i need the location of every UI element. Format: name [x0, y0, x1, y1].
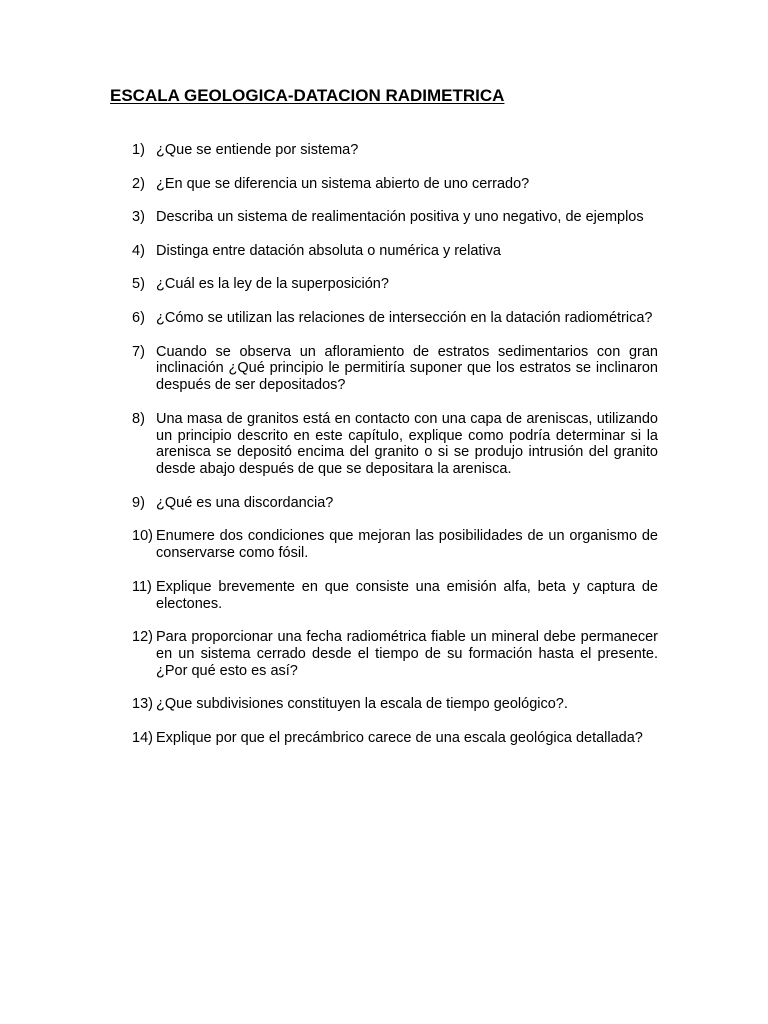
question-text: ¿Cuál es la ley de la superposición? — [156, 276, 389, 293]
question-number: 10) — [132, 528, 153, 545]
question-number: 12) — [132, 629, 153, 646]
question-text: ¿Que subdivisiones constituyen la escala de tiempo geológico?. — [156, 696, 568, 713]
question-item-7 — [132, 344, 658, 394]
question-text: Enumere dos condiciones que mejoran las posibilidades de un organismo de conservarse como fósil. — [156, 528, 658, 562]
question-number: 8) — [132, 410, 145, 427]
question-text: Para proporcionar una fecha radiométrica fiable un mineral debe permanecer en un sistema cerrado desde el tiempo de su formación hasta el presente. ¿Por qué esto es así? — [156, 629, 658, 679]
question-item-9 — [132, 495, 658, 512]
question-item-6 — [132, 310, 658, 327]
question-text: Una masa de granitos está en contacto con una capa de areniscas, utilizando un principio descrito en este capítulo, explique como podría determinar si la arenisca se depositó encima del granito o si se produjo intrusión del granito desde abajo después de que se depositara la arenisca. — [156, 410, 658, 478]
question-item-13 — [132, 696, 658, 713]
question-number: 4) — [132, 242, 145, 259]
question-number: 2) — [132, 175, 145, 192]
question-text: ¿Que se entiende por sistema? — [156, 142, 359, 158]
question-text: Explique por que el precámbrico carece de una escala geológica detallada? — [156, 729, 643, 746]
question-item-14 — [132, 730, 658, 747]
question-number: 13) — [132, 696, 153, 713]
question-text: Explique brevemente en que consiste una emisión alfa, beta y captura de electones. — [156, 578, 658, 612]
question-number: 11) — [132, 578, 152, 595]
question-number: 14) — [132, 729, 153, 746]
question-item-3 — [132, 209, 658, 226]
question-text: Cuando se observa un afloramiento de estratos sedimentarios con gran inclinación ¿Qué principio le permitiría suponer que los estratos se inclinaron después de ser depositados? — [156, 343, 658, 394]
question-text: ¿En que se diferencia un sistema abierto de uno cerrado? — [156, 175, 530, 192]
question-item-4 — [132, 243, 658, 260]
question-text: Describa un sistema de realimentación positiva y uno negativo, de ejemplos — [156, 209, 644, 226]
question-number: 5) — [132, 276, 145, 293]
question-text: Distinga entre datación absoluta o numérica y relativa — [156, 242, 501, 259]
question-item-2 — [132, 176, 658, 193]
question-text: ¿Cómo se utilizan las relaciones de intersección en la datación radiométrica? — [156, 309, 653, 326]
question-list — [132, 142, 658, 763]
question-number: 3) — [132, 209, 145, 226]
question-item-12 — [132, 629, 658, 679]
question-text: ¿Qué es una discordancia? — [156, 494, 334, 511]
question-item-1 — [132, 142, 658, 159]
question-number: 7) — [132, 343, 145, 360]
question-item-5 — [132, 276, 658, 293]
question-item-10 — [132, 528, 658, 562]
question-item-8 — [132, 411, 658, 478]
question-number: 9) — [132, 494, 145, 511]
document-title: ESCALA GEOLOGICA-DATACION RADIMETRICA — [110, 86, 505, 105]
question-number: 1) — [132, 142, 145, 158]
question-number: 6) — [132, 309, 145, 326]
question-item-11 — [132, 579, 658, 613]
